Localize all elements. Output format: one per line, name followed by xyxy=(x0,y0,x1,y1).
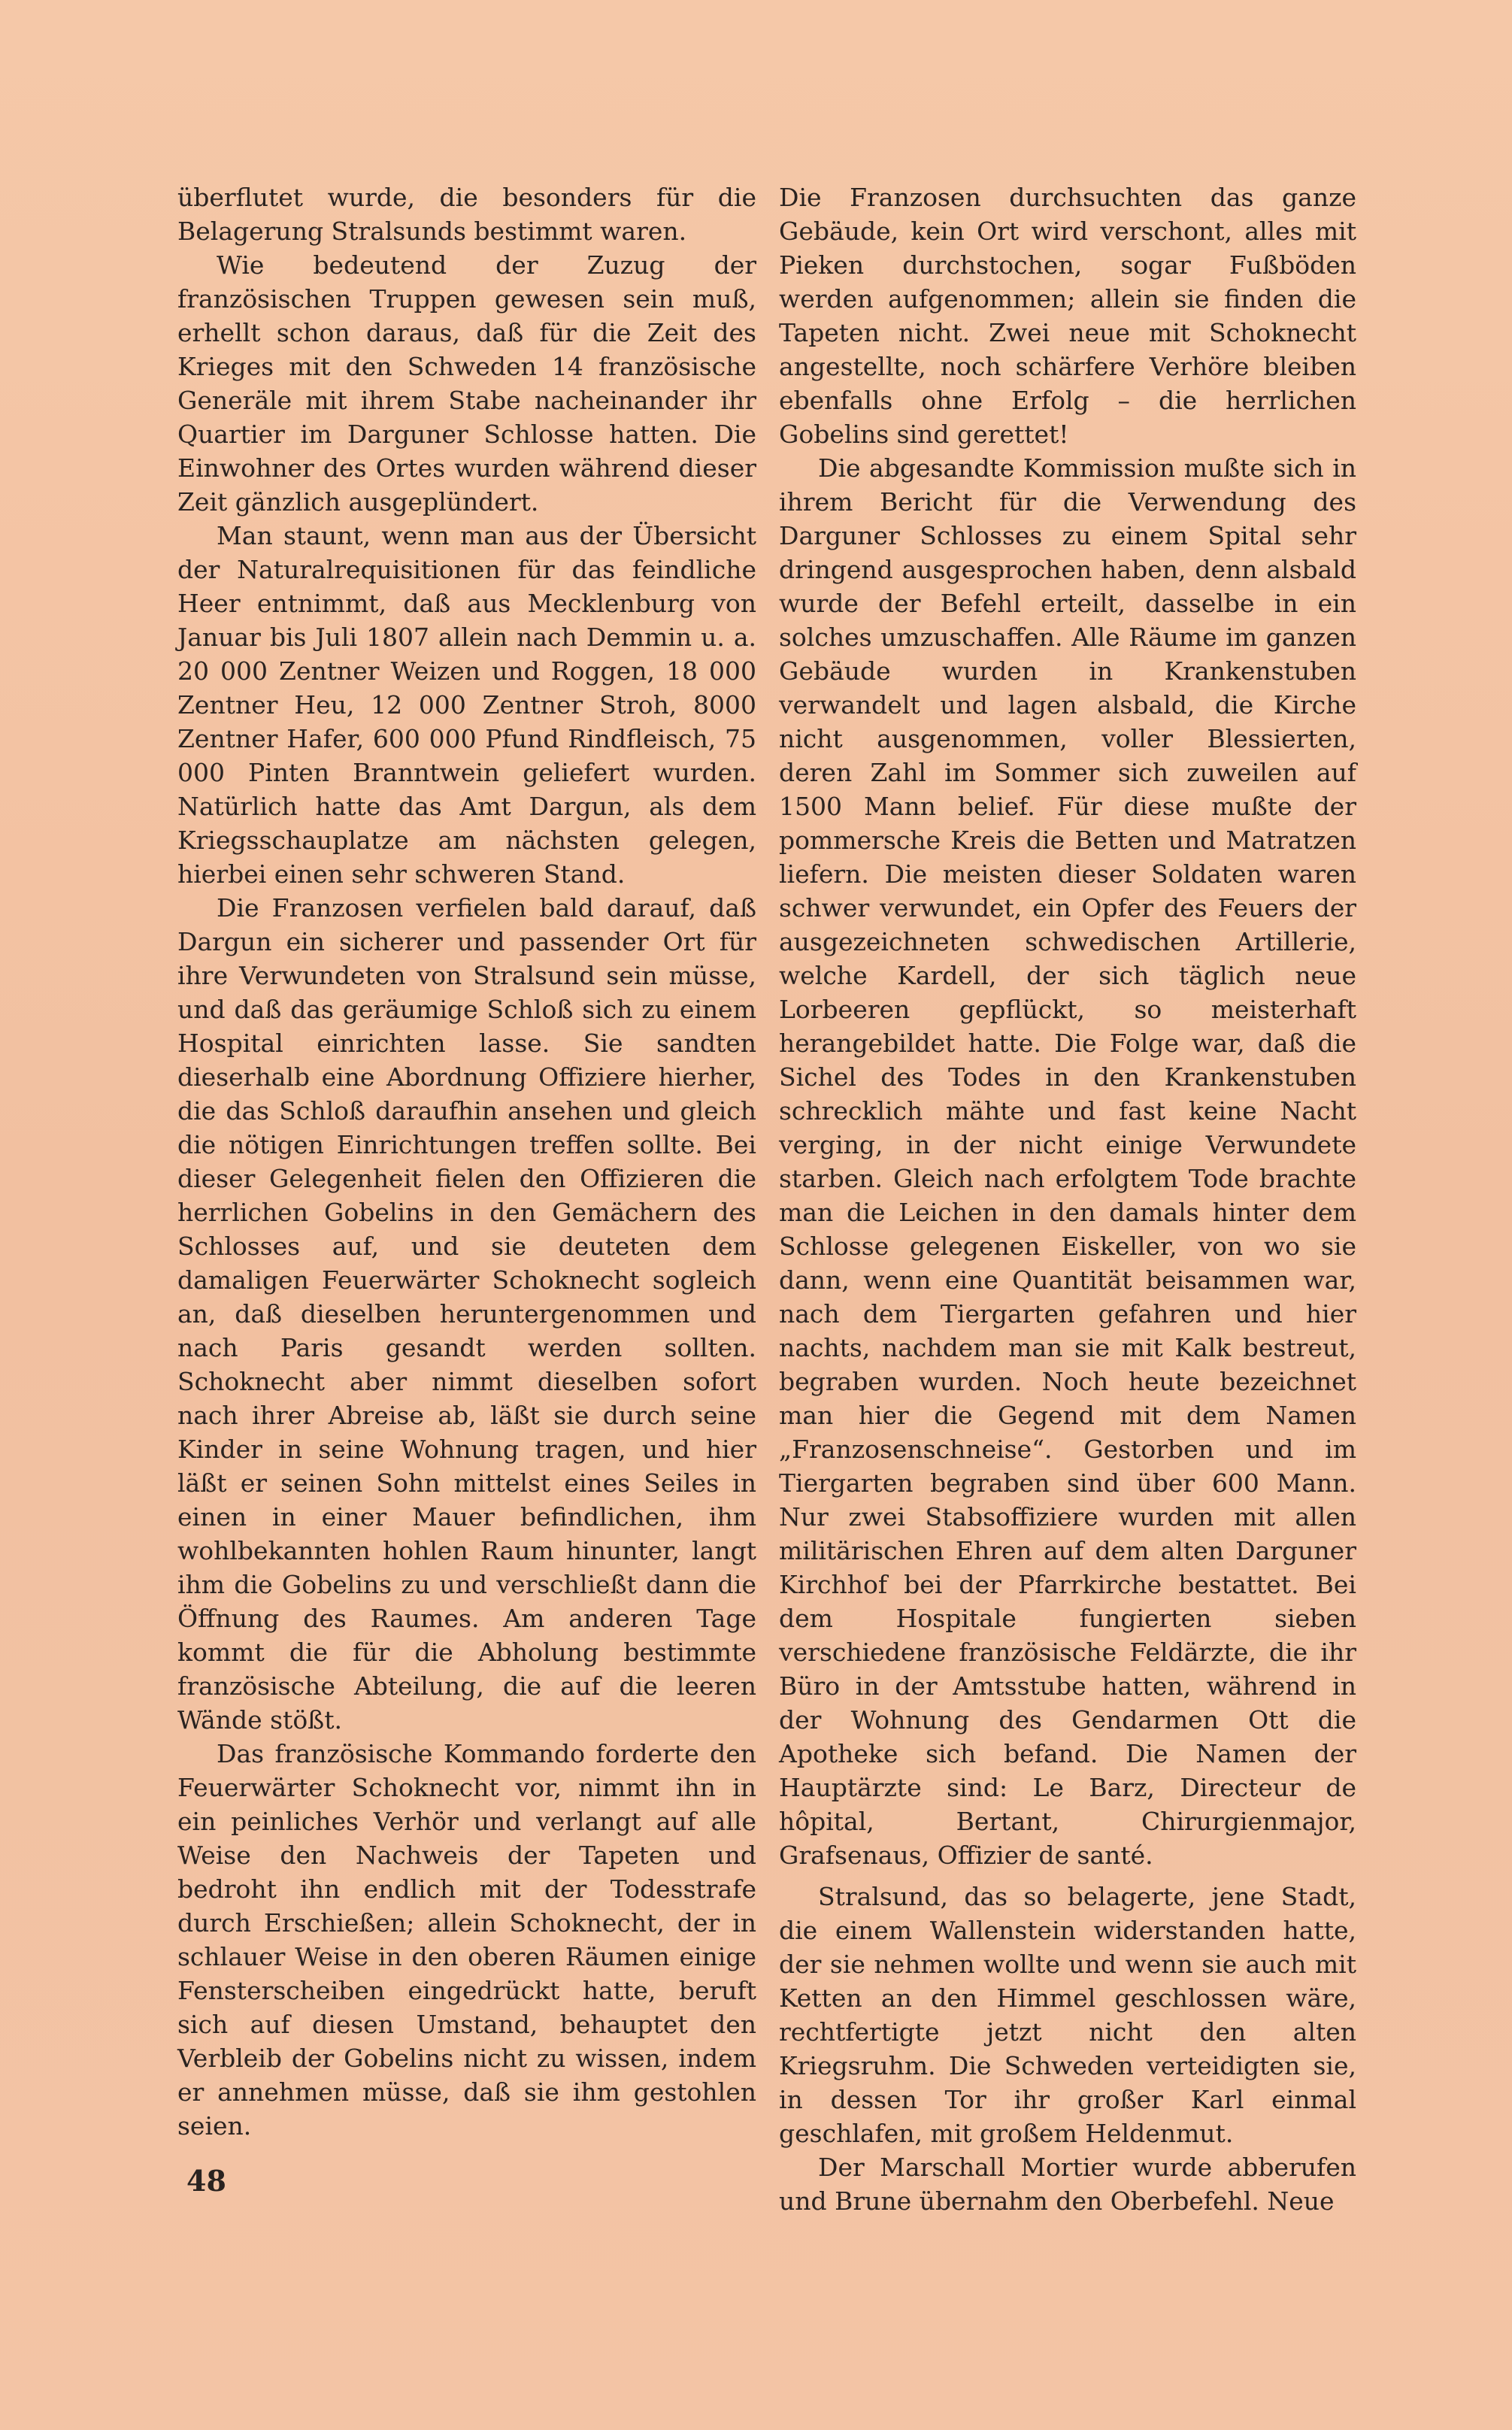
left-text-column xyxy=(177,180,756,2143)
paragraph: Man staunt, wenn man aus der Übersicht der Naturalrequisitionen für das feindliche Heer entnimmt, daß aus Mecklenburg von Januar bis Juli 1807 allein nach Demmin u. a. 20 000 Zentner Weizen und Roggen, 18 000 Zentner Heu, 12 000 Zentner Stroh, 8000 Zentner Hafer, 600 000 Pfund Rindfleisch, 75 000 Pinten Branntwein geliefert wurden. Natürlich hatte das Amt Dargun, als dem Kriegsschauplatze am nächsten gelegen, hierbei einen sehr schweren Stand. xyxy=(177,521,756,889)
paragraph: Die Franzosen verfielen bald darauf, daß Dargun ein sicherer und passender Ort für ihre Verwundeten von Stralsund sein müsse, und daß das geräumige Schloß sich zu einem Hospital einrichten lasse. Sie sandten dieserhalb eine Abordnung Offiziere hierher, die das Schloß daraufhin ansehen und gleich die nötigen Einrichtungen treffen sollte. Bei dieser Gelegenheit fielen den Offizieren die herrlichen Gobelins in den Gemächern des Schlosses auf, und sie deuteten dem damaligen Feuerwärter Schoknecht sogleich an, daß dieselben heruntergenommen und nach Paris gesandt werden sollten. Schoknecht aber nimmt dieselben sofort nach ihrer Abreise ab, läßt sie durch seine Kinder in seine Wohnung tragen, und hier läßt er seinen Sohn mittelst eines Seiles in einen in einer Mauer befindlichen, ihm wohlbekannten hohlen Raum hinunter, langt ihm die Gobelins zu und verschließt dann die Öffnung des Raumes. Am anderen Tage kommt die für die Abholung bestimmte französische Abteilung, die auf die leeren Wände stößt. xyxy=(177,893,756,1735)
paragraph: Die abgesandte Kommission mußte sich in ihrem Bericht für die Verwendung des Darguner Schlosses zu einem Spital sehr dringend ausgesprochen haben, denn alsbald wurde der Befehl erteilt, dasselbe in ein solches umzuschaffen. Alle Räume im ganzen Gebäude wurden in Krankenstuben verwandelt und lagen alsbald, die Kirche nicht ausgenommen, voller Blessierten, deren Zahl im Sommer sich zuweilen auf 1500 Mann belief. Für diese mußte der pommersche Kreis die Betten und Matratzen liefern. Die meisten dieser Soldaten waren schwer verwundet, ein Opfer des Feuers der ausgezeichneten schwedischen Artillerie, welche Kardell, der sich täglich neue Lorbeeren gepflückt, so meisterhaft herangebildet hatte. Die Folge war, daß die Sichel des Todes in den Krankenstuben schrecklich mähte und fast keine Nacht verging, in der nicht einige Verwundete starben. Gleich nach erfolgtem Tode brachte man die Leichen in den damals hinter dem Schlosse gelegenen Eiskeller, von wo sie dann, wenn eine Quantität beisammen war, nach dem Tiergarten gefahren und hier nachts, nachdem man sie mit Kalk bestreut, begraben wurden. Noch heute bezeichnet man hier die Gegend mit dem Namen „Franzosenschneise“. Gestorben und im Tiergarten begraben sind über 600 Mann. Nur zwei Stabsoffiziere wurden mit allen militärischen Ehren auf dem alten Darguner Kirchhof bei der Pfarrkirche bestattet. Bei dem Hospitale fungierten sieben verschiedene französische Feldärzte, die ihr Büro in der Amtsstube hatten, während in der Wohnung des Gendarmen Ott die Apotheke sich befand. Die Namen der Hauptärzte sind: Le Barz, Directeur de hôpital, Bertant, Chirurgienmajor, Grafsenaus, Offizier de santé. xyxy=(779,453,1356,1870)
paragraph: Das französische Kommando forderte den Feuerwärter Schoknecht vor, nimmt ihn in ein peinliches Verhör und verlangt auf alle Weise den Nachweis der Tapeten und bedroht ihn endlich mit der Todesstrafe durch Erschießen; allein Schoknecht, der in schlauer Weise in den oberen Räumen einige Fensterscheiben eingedrückt hatte, beruft sich auf diesen Umstand, behauptet den Verbleib der Gobelins nicht zu wissen, indem er annehmen müsse, daß sie ihm gestohlen seien. xyxy=(177,1739,756,2141)
paragraph: Die Franzosen durchsuchten das ganze Gebäude, kein Ort wird verschont, alles mit Pieken durchstochen, sogar Fußböden werden aufgenommen; allein sie finden die Tapeten nicht. Zwei neue mit Schoknecht angestellte, noch schärfere Verhöre bleiben ebenfalls ohne Erfolg – die herrlichen Gobelins sind gerettet! xyxy=(779,183,1356,449)
paragraph: Stralsund, das so belagerte, jene Stadt, die einem Wallenstein widerstanden hatte, der sie nehmen wollte und wenn sie auch mit Ketten an den Himmel geschlossen wäre, rechtfertigte jetzt nicht den alten Kriegsruhm. Die Schweden verteidigten sie, in dessen Tor ihr großer Karl einmal geschlafen, mit großem Heldenmut. xyxy=(779,1882,1356,2148)
paragraph: überflutet wurde, die besonders für die Belagerung Stralsunds bestimmt waren. xyxy=(177,183,756,246)
paragraph: Wie bedeutend der Zuzug der französischen Truppen gewesen sein muß, erhellt schon daraus, daß für die Zeit des Krieges mit den Schweden 14 französische Generäle mit ihrem Stabe nacheinander ihr Quartier im Darguner Schlosse hatten. Die Einwohner des Ortes wurden während dieser Zeit gänzlich ausgeplündert. xyxy=(177,250,756,517)
paragraph: Der Marschall Mortier wurde abberufen und Brune übernahm den Oberbefehl. Neue xyxy=(779,2153,1356,2216)
right-text-column xyxy=(779,180,1356,2218)
page-number: 48 xyxy=(186,2164,226,2198)
